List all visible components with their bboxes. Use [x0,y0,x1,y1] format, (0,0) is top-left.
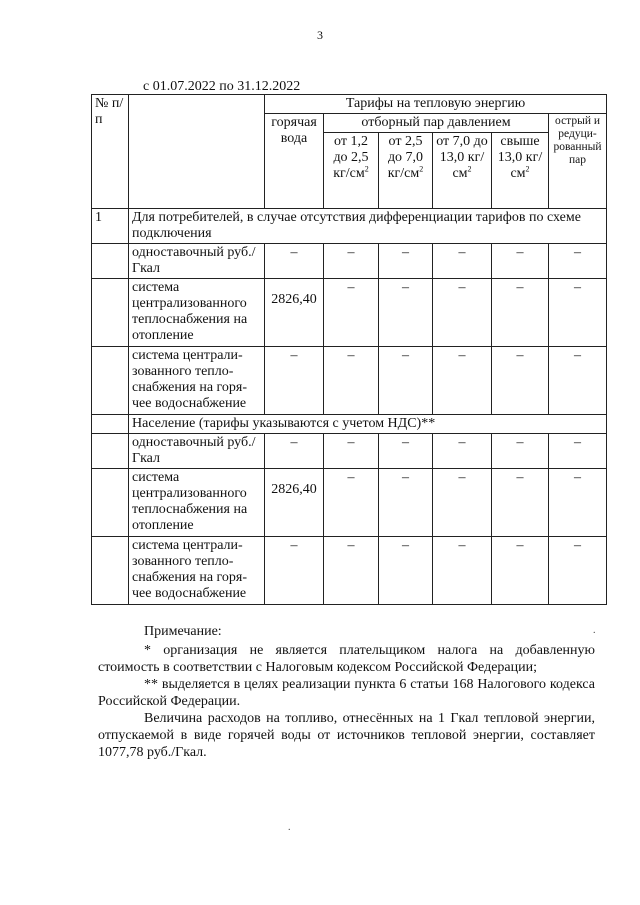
header-row-number: № п/п [92,95,129,209]
notes-heading: Примечание: [144,624,222,639]
table-row: система централизованного теплоснабжения на отопление 2826,40 – – – – – [92,469,607,537]
hot-water-value: – [265,537,324,605]
note-1: * организация не является плательщиком налога на добавленную стоимость в соответствии с Налоговым кодексом Российской Федерации; [98,643,595,675]
notes [98,623,595,761]
section2-title: Население (тарифы указываются с учетом НДС)** [129,415,607,434]
tariff-table [91,94,607,605]
tariff-period: с 01.07.2022 по 31.12.2022 [143,79,301,94]
header-steam-2: от 2,5 до 7,0 $кг/см^2$ [379,133,433,209]
table-row: система централи-зованного тепло-снабжения на горя-чее водоснабжение – – – – – – [92,347,607,415]
row-label: одноставочный руб./Гкал [129,434,265,469]
page-number: 3 [317,28,323,42]
hot-water-value: 2826,40 [265,469,324,537]
header-steam-3: от 7,0 до 13,0 $кг/см^2$ [433,133,492,209]
header-steam-4: свыше 13,0 $кг/см^2$ [492,133,549,209]
note-2: ** выделяется в целях реализации пункта 6 статьи 168 Налогового кодекса Российской Федерации. [98,677,595,709]
hot-water-value: 2826,40 [265,279,324,347]
header-hot-water: горячая вода [265,114,324,209]
section1-number: 1 [92,209,129,244]
header-tariffs: Тарифы на тепловую энергию [265,95,607,114]
table-row: система централи-зованного тепло-снабжения на горя-чее водоснабжение – – – – – – [92,537,607,605]
header-empty [129,95,265,209]
row-label: система централизованного теплоснабжения на отопление [129,469,265,537]
scan-speck: . [593,625,596,636]
hot-water-value: – [265,244,324,279]
header-steam: отборный пар давлением [324,114,549,133]
table-row: одноставочный руб./Гкал – – – – – – [92,434,607,469]
hot-water-value: – [265,434,324,469]
row-label: система централи-зованного тепло-снабжения на горя-чее водоснабжение [129,537,265,605]
row-label: одноставочный руб./Гкал [129,244,265,279]
fuel-cost-note: Величина расходов на топливо, отнесённых на 1 Гкал тепловой энергии, отпускаемой в виде горячей воды от источников тепловой энергии, составляет 1077,78 руб./Гкал. [98,711,595,760]
scan-speck: . [288,822,291,833]
header-sharp-steam: острый и редуци-рованный пар [549,114,607,209]
header-steam-1: от 1,2 до 2,5 $кг/см^2$ [324,133,379,209]
row-label: система централи-зованного тепло-снабжения на горя-чее водоснабжение [129,347,265,415]
section1-title: Для потребителей, в случае отсутствия дифференциации тарифов по схеме подключения [129,209,607,244]
table-row: одноставочный руб./Гкал – – – – – – [92,244,607,279]
hot-water-value: – [265,347,324,415]
row-label: система централизованного теплоснабжения на отопление [129,279,265,347]
table-row: система централизованного теплоснабжения на отопление 2826,40 – – – – – [92,279,607,347]
